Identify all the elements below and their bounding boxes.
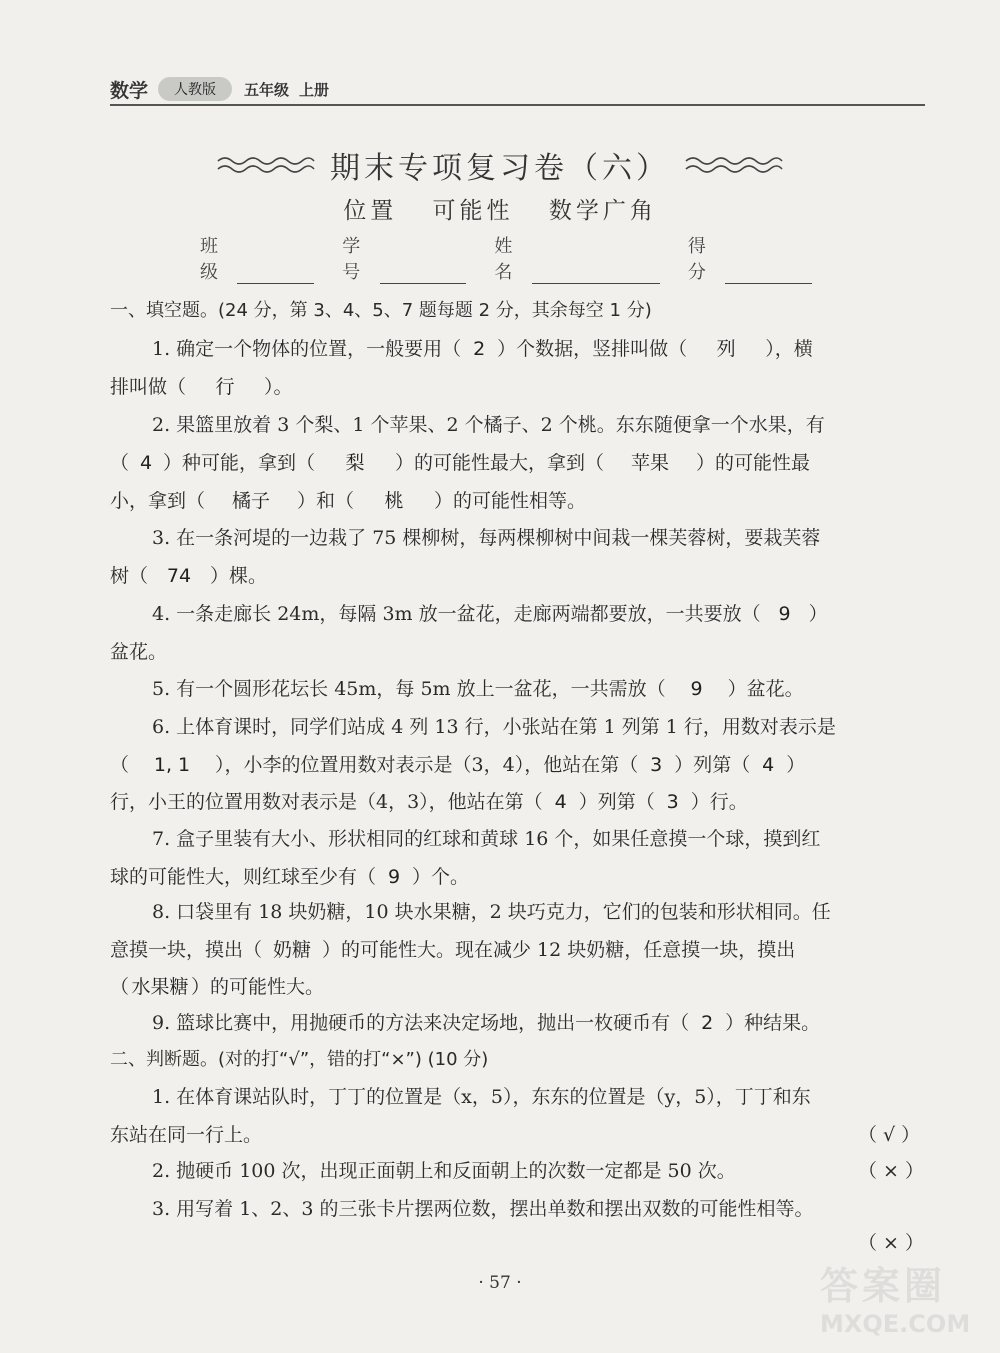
question-line: 意摸一块，摸出（ 奶糖 ）的可能性大。现在减少 12 块奶糖，任意摸一块，摸出 — [110, 935, 930, 965]
subject-label: 数学 — [110, 79, 149, 102]
header-divider — [110, 104, 925, 106]
wave-ornament-right-icon — [684, 152, 784, 178]
question-line: （ 水果糖 ）的可能性大。 — [110, 972, 930, 1002]
page-number: · 57 · — [478, 1273, 522, 1293]
page-title: 期末专项复习卷（六） — [330, 151, 670, 186]
answer-text: 2 — [701, 1012, 714, 1034]
question-line: 9. 篮球比赛中，用抛硬币的方法来决定场地，抛出一枚硬币有（ 2 ）种结果。 — [152, 1008, 927, 1038]
section-heading-fill-blank: 一、填空题。(24 分，第 3、4、5、7 题每题 2 分，其余每空 1 分) — [110, 300, 652, 321]
judgment-mark: （ × ） — [858, 1232, 924, 1254]
question-line: 行，小王的位置用数对表示是（4，3），他站在第（ 4 ）列第（ 3 ）行。 — [110, 787, 930, 817]
grade-label: 五年级 — [244, 80, 290, 99]
question-line: 树（ 74 ）棵。 — [110, 561, 930, 591]
judgment-mark: （ × ） — [858, 1160, 924, 1182]
section-heading-true-false: 二、判断题。(对的打“√”，错的打“×”) (10 分) — [110, 1049, 489, 1070]
question-line: 3. 在一条河堤的一边栽了 75 棵柳树，每两棵柳树中间栽一棵芙蓉树，要栽芙蓉 — [152, 527, 821, 549]
question-line: 盆花。 — [110, 641, 168, 663]
judgment-mark: （ √ ） — [858, 1124, 921, 1146]
answer-text: 9 — [690, 678, 703, 700]
question-line: （ 4 ）种可能，拿到（ 梨 ）的可能性最大，拿到（ 苹果 ）的可能性最 — [110, 448, 930, 478]
question-line: 东站在同一行上。 — [110, 1124, 263, 1146]
student-id-label: 学号 — [342, 236, 361, 283]
answer-text: 3 — [666, 791, 679, 813]
question-line: 球的可能性大，则红球至少有（ 9 ）个。 — [110, 862, 930, 892]
score-blank — [725, 263, 812, 284]
question-line: 8. 口袋里有 18 块奶糖，10 块水果糖，2 块巧克力，它们的包装和形状相同。任 — [152, 901, 831, 923]
answer-text: 桃 — [384, 490, 404, 512]
question-line: 2. 抛硬币 100 次，出现正面朝上和反面朝上的次数一定都是 50 次。 — [152, 1160, 736, 1182]
answer-text: 74 — [166, 565, 192, 587]
name-blank — [532, 263, 660, 284]
answer-text: 橘子 — [232, 490, 271, 512]
score-label: 得分 — [687, 236, 706, 283]
question-line: 1. 确定一个物体的位置，一般要用（ 2 ）个数据，竖排叫做（ 列 ），横 — [152, 334, 927, 364]
answer-text: 水果糖 — [131, 976, 189, 998]
answer-text: 苹果 — [631, 452, 670, 474]
student-id-blank — [380, 263, 467, 284]
answer-text: 3 — [650, 754, 663, 776]
answer-text: 9 — [387, 866, 401, 888]
subtitle-topic: 数学广角 — [548, 198, 657, 224]
question-line: 3. 用写着 1、2、3 的三张卡片摆两位数，摆出单数和摆出双数的可能性相等。 — [152, 1198, 814, 1220]
class-blank — [237, 263, 314, 284]
question-line: 6. 上体育课时，同学们站成 4 列 13 行，小张站在第 1 列第 1 行，用数对表示是 — [152, 716, 836, 738]
question-line: （ 1, 1 ），小李的位置用数对表示是（3，4），他站在第（ 3 ）列第（ 4 ） — [110, 750, 930, 780]
answer-text: 4 — [139, 452, 153, 474]
answer-text: 4 — [762, 754, 775, 776]
question-line: 2. 果篮里放着 3 个梨、1 个苹果、2 个橘子、2 个桃。东东随便拿一个水果，有 — [152, 414, 825, 436]
question-line: 7. 盒子里装有大小、形状相同的红球和黄球 16 个，如果任意摸一个球，摸到红 — [152, 828, 821, 850]
edition-badge: 人教版 — [158, 77, 232, 101]
volume-label: 上册 — [299, 80, 330, 99]
class-label: 班级 — [200, 236, 218, 283]
answer-text: 梨 — [345, 452, 365, 474]
answer-text: 奶糖 — [273, 939, 312, 961]
answer-text: 行 — [215, 376, 235, 398]
title-row — [0, 140, 1000, 190]
question-line: 小，拿到（ 橘子 ）和（ 桃 ）的可能性相等。 — [110, 486, 930, 516]
question-line: 4. 一条走廊长 24m，每隔 3m 放一盆花，走廊两端都要放，一共要放（ 9 ） — [152, 599, 927, 629]
watermark-url: MXQE.COM — [820, 1310, 971, 1338]
question-line: 排叫做（ 行 ）。 — [110, 372, 930, 402]
answer-text: 2 — [473, 338, 486, 360]
watermark-main: 答案圈 — [820, 1264, 947, 1308]
page-header — [110, 72, 925, 106]
question-line: 1. 在体育课站队时，丁丁的位置是（x，5），东东的位置是（y，5），丁丁和东 — [152, 1086, 811, 1108]
subtitle-topic: 可能性 — [432, 198, 514, 224]
name-label: 姓名 — [494, 236, 513, 283]
answer-text: 4 — [554, 791, 567, 813]
answer-text: 列 — [716, 338, 736, 360]
answer-text: 1, 1 — [153, 754, 191, 776]
question-line: 5. 有一个圆形花坛长 45m，每 5m 放上一盆花，一共需放（ 9 ）盆花。 — [152, 674, 927, 704]
subtitle — [0, 192, 1000, 225]
subtitle-topic: 位置 — [343, 198, 398, 224]
student-info-row — [200, 232, 840, 284]
answer-text: 9 — [778, 603, 791, 625]
watermark — [820, 1255, 990, 1345]
wave-ornament-left-icon — [216, 152, 316, 178]
